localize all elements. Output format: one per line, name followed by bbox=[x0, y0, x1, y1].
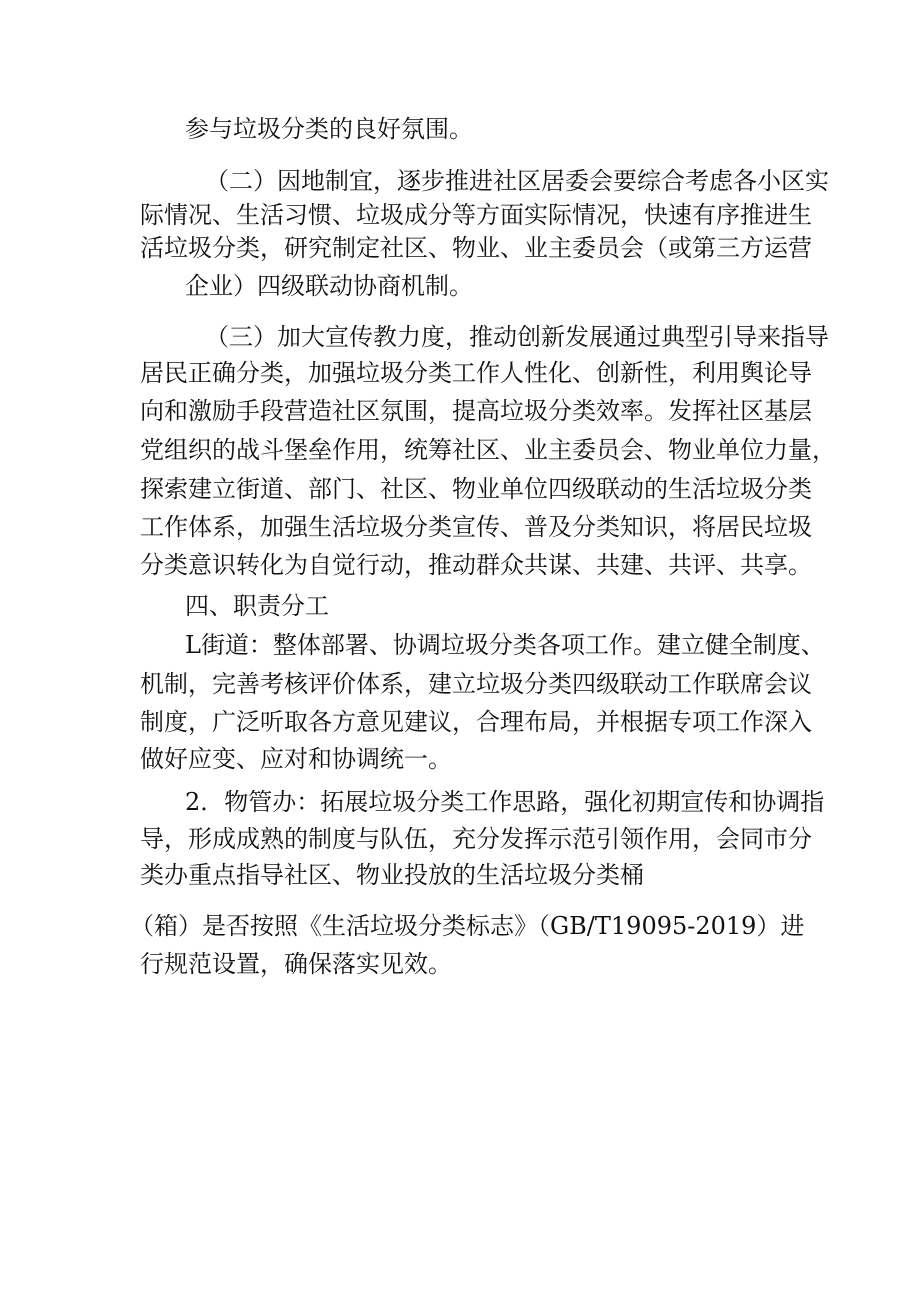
paragraph-line: 居民正确分类，加强垃圾分类工作人性化、创新性，利用舆论导 bbox=[140, 359, 812, 387]
paragraph-line: （箱）是否按照《生活垃圾分类标志》（GB/T19095-2019）进 bbox=[130, 912, 805, 940]
paragraph-line: 党组织的战斗堡垒作用，统筹社区、业主委员会、物业单位力量， bbox=[140, 436, 836, 464]
paragraph-line: 探索建立街道、部门、社区、物业单位四级联动的生活垃圾分类 bbox=[140, 475, 812, 503]
paragraph-line: 向和激励手段营造社区氛围，提高垃圾分类效率。发挥社区基层 bbox=[140, 397, 812, 425]
paragraph-line: 际情况、生活习惯、垃圾成分等方面实际情况，快速有序推进生 bbox=[140, 201, 812, 229]
paragraph-line: 参与垃圾分类的良好氛围。 bbox=[185, 115, 473, 143]
paragraph-line: （三）加大宣传教力度，推动创新发展通过典型引导来指导 bbox=[205, 323, 829, 351]
paragraph-line: 企业）四级联动协商机制。 bbox=[185, 272, 473, 300]
paragraph-line: 做好应变、应对和协调统一。 bbox=[140, 745, 452, 773]
paragraph-line: L街道：整体部署、协调垃圾分类各项工作。建立健全制度、 bbox=[185, 631, 825, 659]
paragraph-line: （二）因地制宜，逐步推进社区居委会要综合考虑各小区实 bbox=[205, 167, 829, 195]
paragraph-line: 类办重点指导社区、物业投放的生活垃圾分类桶 bbox=[140, 861, 644, 889]
paragraph-line: 机制，完善考核评价体系，建立垃圾分类四级联动工作联席会议 bbox=[140, 670, 812, 698]
paragraph-line: 导，形成成熟的制度与队伍，充分发挥示范引领作用，会同市分 bbox=[140, 825, 812, 853]
paragraph-line: 制度，广泛听取各方意见建议，合理布局，并根据专项工作深入 bbox=[140, 708, 812, 736]
paragraph-line: 活垃圾分类，研究制定社区、物业、业主委员会（或第三方运营 bbox=[140, 234, 812, 262]
paragraph-line: 工作体系，加强生活垃圾分类宣传、普及分类知识，将居民垃圾 bbox=[140, 513, 812, 541]
paragraph-line: 2．物管办：拓展垃圾分类工作思路，强化初期宣传和协调指 bbox=[185, 788, 825, 816]
section-heading: 四、职责分工 bbox=[185, 592, 329, 620]
paragraph-line: 行规范设置，确保落实见效。 bbox=[140, 950, 452, 978]
paragraph-line: 分类意识转化为自觉行动，推动群众共谋、共建、共评、共享。 bbox=[140, 551, 812, 579]
